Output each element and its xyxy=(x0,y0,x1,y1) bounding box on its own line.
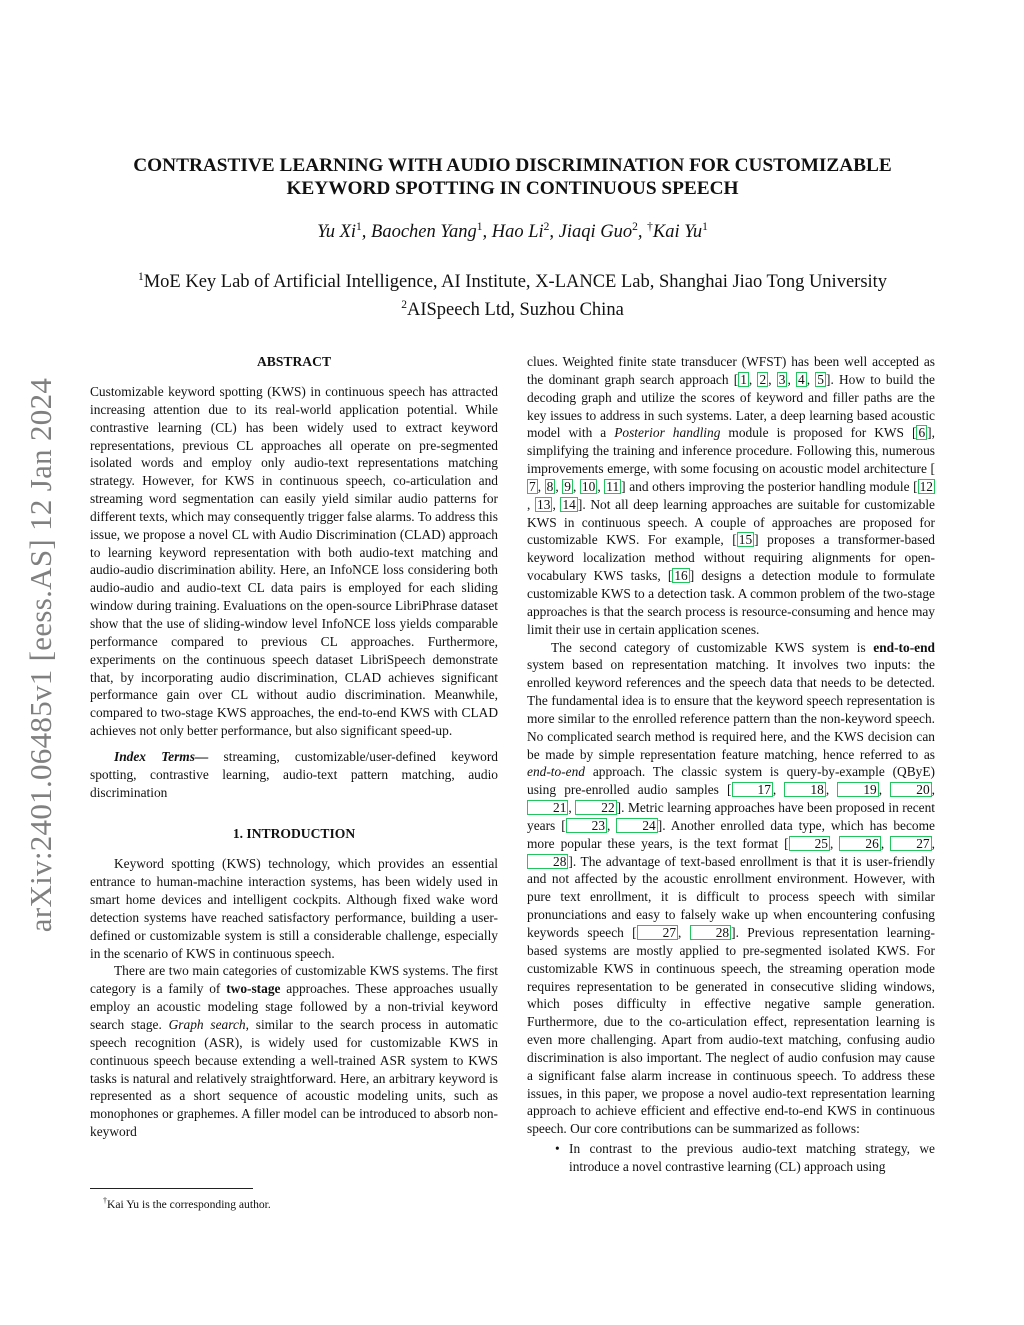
citation-link[interactable]: 8 xyxy=(546,478,554,494)
affiliations xyxy=(90,266,935,322)
list-item: • In contrast to the previous audio-text matching strategy, we introduce a novel contrastive learning (CL) approach using xyxy=(569,1140,935,1176)
citation-link[interactable]: 16 xyxy=(674,568,688,584)
title-line-1: CONTRASTIVE LEARNING WITH AUDIO DISCRIMINATION FOR CUSTOMIZABLE xyxy=(133,155,892,176)
citation-link[interactable]: 11 xyxy=(606,478,620,494)
contributions-list xyxy=(527,1140,935,1176)
citation-link[interactable]: 27 xyxy=(890,836,931,851)
right-column xyxy=(527,353,935,1176)
author-list xyxy=(90,221,935,243)
author: †Kai Yu$^1$ xyxy=(647,221,708,243)
citation-link[interactable]: 9 xyxy=(564,478,571,494)
citation-link[interactable]: 24 xyxy=(616,818,657,833)
affiliation: $^1$MoE Key Lab of Artificial Intelligence, AI Institute, X-LANCE Lab, Shanghai Jiao Tong University xyxy=(137,271,888,293)
right-paragraph-1: clues. Weighted finite state transducer (WFST) has been well accepted as the dominant graph search approach [ 1 , 2 , 3 , 4 , 5 ]. How to build the decoding graph and utilize the scores of keyword and filler paths are the key issues to address in such systems. Later, a deep learning based acoustic model with a Posterior handling module is proposed for KWS [ 6 ], simplifying the training and inference procedure. Following this, numerous improvements emerge, with some focusing on acoustic model architecture [7 , 8 , 9 , 10 , 11 ] and others improving the posterior handling module [ 12, 13 , 14 ]. Not all deep learning approaches are suitable for customizable KWS in continuous speech. A couple of approaches are proposed for customizable KWS. For example, [ 15 ] proposes a transformer-based keyword localization method without requiring alignments for open-vocabulary KWS tasks, [ 16 ] designs a detection module to formulate customizable KWS to a detection task. A common problem of the two-stage approaches is that the search process is resource-consuming and hence may limit their use in certain application scenes. xyxy=(527,354,935,637)
citation-link[interactable]: 1 xyxy=(740,371,747,387)
citation-link[interactable]: 18 xyxy=(784,782,825,797)
citation-link[interactable]: 15 xyxy=(738,532,753,548)
author: Jiaqi Guo$^2$, xyxy=(558,221,648,243)
arxiv-stamp: arXiv:2401.06485v1 [eess.AS] 12 Jan 2024 xyxy=(23,377,58,933)
footnote-rule xyxy=(90,1188,253,1189)
intro-paragraph-2: There are two main categories of customizable KWS systems. The first category is a family of two-stage approaches. These approaches usually employ an acoustic modeling stage followed by a non-trivial keyword search stage. Graph search, similar to the search process in automatic speech recognition (ASR), is widely used for customizable KWS in continuous speech because extending a well-trained ASR system to KWS tasks is natural and relatively straightforward. Here, an arbitrary keyword is represented as a short sequence of acoustic modeling units, such as monophones or graphemes. A filler model can be introduced to absorb non-keyword xyxy=(90,963,498,1140)
citation-link[interactable]: 21 xyxy=(527,800,568,815)
citation-link[interactable]: 10 xyxy=(581,478,596,494)
author: Baochen Yang$^1$, xyxy=(371,221,492,243)
citation-link[interactable]: 4 xyxy=(798,371,805,387)
citation-link[interactable]: 25 xyxy=(789,836,830,851)
citation-link[interactable]: 28 xyxy=(690,925,731,940)
citation-link[interactable]: 22 xyxy=(575,800,616,815)
right-paragraph-2: The second category of customizable KWS system is end-to-end system based on representation matching. It involves two inputs: the enrolled keyword references and the speech data that needs to be detected. The fundamental idea is to ensure that the keyword speech representation is more similar to the enrolled reference pattern than the non-keyword speech. No complicated search method is required here, and the KWS decision can be made by simple representation feature matching, hence referred to as end-to-end approach. The classic system is query-by-example (QByE) using pre-enrolled audio samples [ 17 , 18 , 19 , 20 , 21 , 22 ]. Metric learning approaches have been proposed in recent years [ 23 , 24 ]. Another enrolled data type, which has become more popular these years, is the text format [ 25 , 26 , 27 , 28 ]. The advantage of text-based enrollment is that it is user-friendly and not affected by the acoustic enrollment environment. However, with pure text enrollment, it is difficult to process speech with similar pronunciations and easy to falsely wake up when encountering confusing keywords speech [ 27 , 28 ]. Previous representation learning-based systems are mostly applied to pre-segmented isolated KWS. For customizable KWS in continuous speech, the streaming operation mode requires representation to be generated in consecutive sliding windows, which poses difficulty in effective negative sample generation. Furthermore, due to the co-articulation effect, representation learning is even more challenging. Apart from audio-text matching, confusing audio discrimination is also important. The neglect of audio confusion may cause a significant false alarm increase in continuous speech. To address these issues, in this paper, we propose a novel audio-text representation learning approach to achieve efficient and effective end-to-end KWS in continuous speech. Our core contributions can be summarized as follows: xyxy=(527,639,936,1137)
citation-link[interactable]: 14 xyxy=(562,496,576,512)
citation-link[interactable]: 7 xyxy=(529,478,536,494)
citation-link[interactable]: 13 xyxy=(537,496,551,512)
abstract-text: Customizable keyword spotting (KWS) in continuous speech has attracted increasing attention due to its real-world application potential. While contrastive learning (CL) has been widely used to extract keyword representations, previous CL approaches all operate on pre-segmented isolated words and employ only audio-text representations matching strategy. However, for KWS in continuous speech, co-articulation and streaming word segmentation can easily yield similar audio patterns for different texts, which may consequently trigger false alarms. To address this issue, we propose a novel CL with Audio Discrimination (CLAD) approach to learning keyword representation with both audio-text matching and audio-audio discrimination ability. Here, an InfoNCE loss considering both audio-audio and audio-text CL data pairs is employed for each sliding window during training. Evaluations on the open-source LibriPhrase dataset show that the use of sliding-window level InfoNCE loss yields comparable performance compared to previous CL approaches. Furthermore, experiments on the continuous speech dataset LibriSpeech demonstrate that, by incorporating audio discrimination, CLAD achieves significant performance gain over CL without audio discrimination. Meanwhile, compared to two-stage KWS approaches, the end-to-end KWS with CLAD achieves not only better performance, but also significant speed-up. xyxy=(90,384,498,739)
abstract-heading: ABSTRACT xyxy=(256,354,332,369)
citation-link[interactable]: 17 xyxy=(732,782,773,797)
paper-title xyxy=(90,154,935,200)
citation-link[interactable]: 12 xyxy=(919,478,933,494)
left-column xyxy=(90,353,498,1141)
citation-link[interactable]: 26 xyxy=(839,836,880,851)
citation-link[interactable]: 6 xyxy=(918,425,926,441)
footnote: †Kai Yu is the corresponding author. xyxy=(103,1196,271,1211)
citation-link[interactable]: 3 xyxy=(778,371,786,387)
author: Hao Li$^2$, xyxy=(491,221,559,243)
citation-link[interactable]: 28 xyxy=(527,854,568,869)
section-heading-introduction: 1. INTRODUCTION xyxy=(232,826,356,842)
index-terms: Index Terms— streaming, customizable/user-defined keyword spotting, contrastive learning, audio-text pattern matching, audio discrimination xyxy=(90,748,498,800)
title-line-2: KEYWORD SPOTTING IN CONTINUOUS SPEECH xyxy=(286,178,739,199)
citation-link[interactable]: 5 xyxy=(817,371,824,387)
citation-link[interactable]: 27 xyxy=(637,925,678,940)
author: Yu Xi$^1$, xyxy=(317,221,372,243)
citation-link[interactable]: 2 xyxy=(759,371,767,387)
intro-paragraph-1: Keyword spotting (KWS) technology, which provides an essential entrance to human-machine interaction systems, has been widely used in smart home devices and intelligent cockpits. Although fixed wake word detection systems have reached satisfactory performance, building a user-defined or customizable system is still a considerable challenge, especially in the scenario of KWS in continuous speech. xyxy=(90,856,498,961)
citation-link[interactable]: 20 xyxy=(890,782,931,797)
affiliation: $^2$AISpeech Ltd, Suzhou China xyxy=(401,299,624,321)
citation-link[interactable]: 23 xyxy=(566,818,607,833)
citation-link[interactable]: 19 xyxy=(837,782,878,797)
